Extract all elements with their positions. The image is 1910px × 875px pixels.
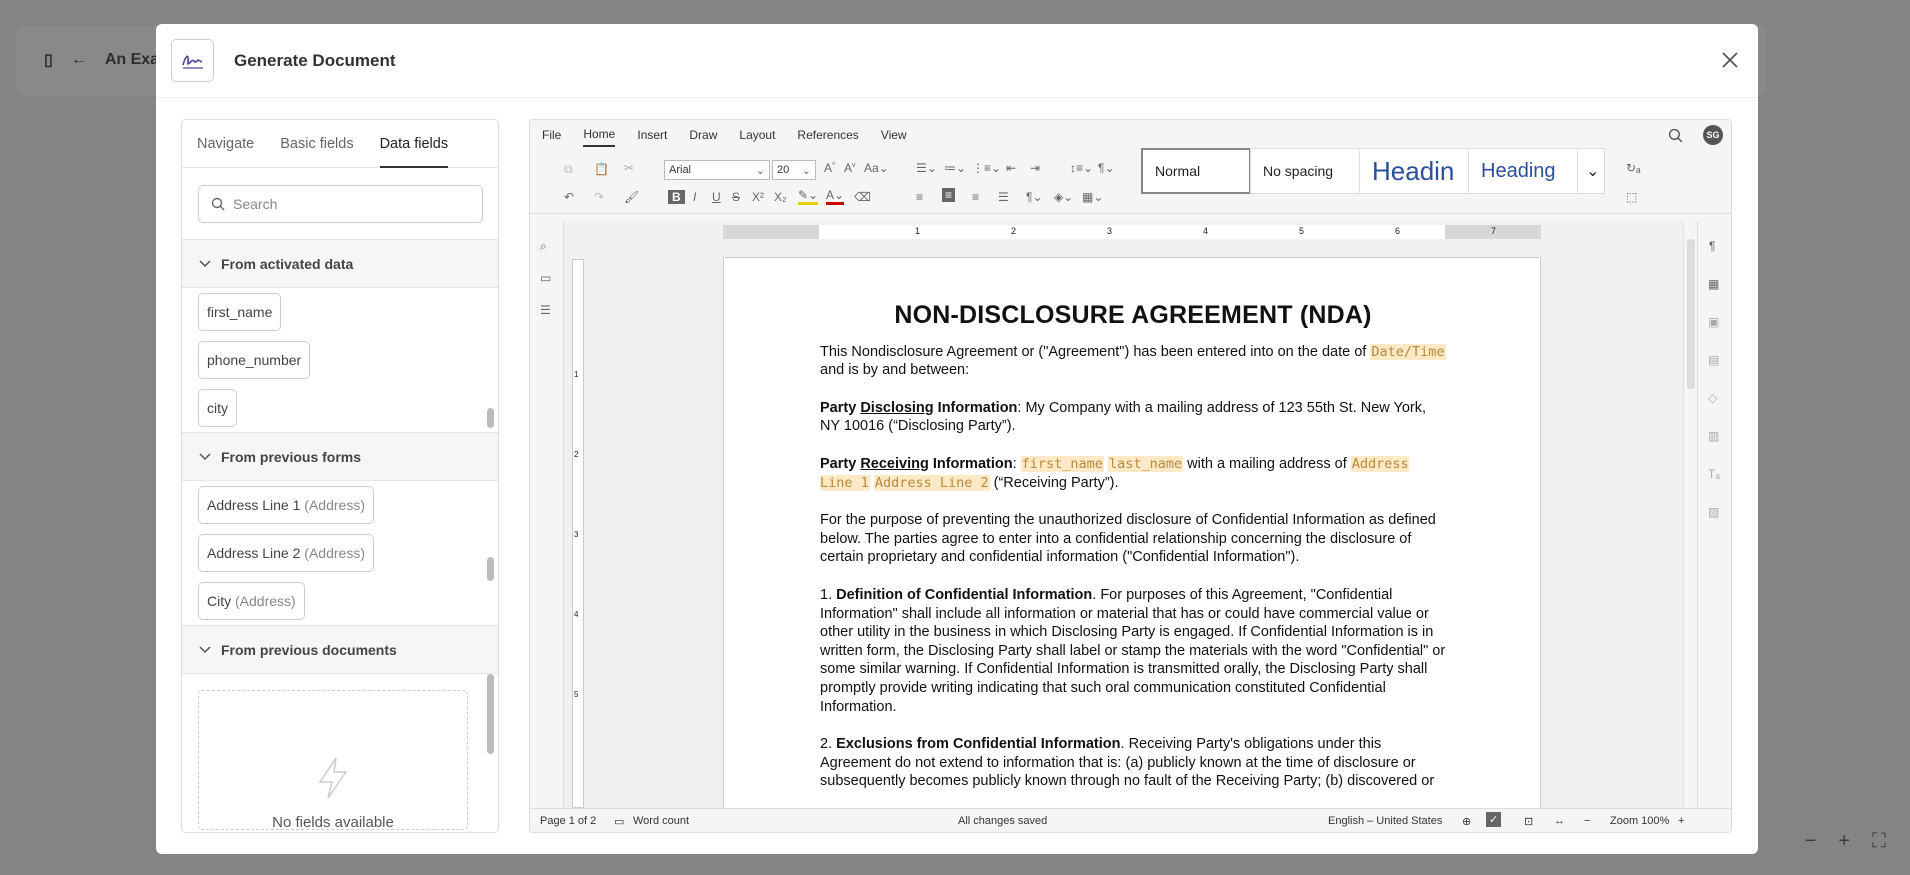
vruler-label: 4 (574, 610, 579, 619)
left-tool-strip (530, 221, 564, 808)
right-tool-strip (1697, 221, 1731, 808)
ruler-label: 5 (1299, 226, 1305, 236)
shading-icon[interactable]: ◈⌄ (1054, 190, 1074, 204)
shrink-font-icon[interactable]: $A^v$ (844, 161, 856, 175)
clear-format-icon[interactable]: ⌫ (854, 190, 871, 204)
status-bar (530, 808, 1731, 832)
copy-icon[interactable]: ⧉ (564, 162, 573, 176)
zoom-out-icon[interactable]: − (1584, 815, 1591, 827)
heading: Exclusions from Confidential Information (836, 736, 1121, 753)
menu-insert[interactable]: Insert (637, 128, 668, 142)
field-chip-address-line-2[interactable] (198, 534, 374, 572)
paragraph-disclosing-party (820, 399, 1446, 436)
superscript-icon[interactable]: X² (752, 190, 764, 204)
ruler-text-area (819, 225, 1445, 239)
section-title: From previous forms (221, 448, 362, 465)
style-no-spacing[interactable]: No spacing (1250, 148, 1360, 194)
ruler-label: 3 (1107, 226, 1113, 236)
cut-icon[interactable]: ✂ (624, 161, 635, 175)
home-ribbon (530, 150, 1731, 214)
headings-icon[interactable]: ☰ (540, 303, 551, 317)
label: Party Receiving Information (820, 455, 1013, 472)
chevron-down-icon (199, 260, 211, 268)
chart-icon[interactable]: ▥ (1708, 429, 1720, 443)
undo-icon[interactable]: ↶ (564, 190, 575, 204)
menu-references[interactable]: References (797, 128, 859, 142)
tab-basic-fields[interactable]: Basic fields (280, 136, 354, 152)
zoom-in-icon[interactable]: + (1678, 815, 1685, 827)
close-icon[interactable] (1718, 48, 1742, 72)
signature-logo-icon (171, 39, 214, 82)
chip-label: Address Line 1 (207, 497, 301, 513)
search-wrapper (182, 168, 498, 240)
field-chip-city-address[interactable] (198, 582, 305, 620)
multilevel-list-icon[interactable]: ⋮≡⌄ (972, 161, 1002, 175)
text: with a mailing address of (1183, 455, 1351, 472)
styles-expand-icon[interactable]: ⌄ (1577, 148, 1605, 194)
change-case-icon[interactable]: Aa⌄ (864, 161, 889, 175)
language-select[interactable]: English – United States (1328, 815, 1443, 827)
image-icon[interactable]: ▣ (1708, 315, 1720, 329)
scrollbar[interactable] (487, 408, 494, 428)
fit-width-icon[interactable]: ↔ (1554, 815, 1565, 827)
tab-navigate[interactable]: Navigate (197, 136, 255, 152)
decrease-indent-icon[interactable]: ⇤ (1006, 161, 1017, 175)
header-footer-icon[interactable]: ▤ (1708, 353, 1720, 367)
align-left-icon[interactable]: ≡ (916, 190, 924, 204)
search-box (198, 185, 483, 223)
section-title: From activated data (221, 255, 354, 272)
table-icon[interactable]: ▦ (1708, 277, 1720, 291)
ruler-label: 4 (1203, 226, 1209, 236)
ruler-label: 6 (1395, 226, 1401, 236)
style-normal[interactable]: Normal (1141, 148, 1251, 194)
vruler-label: 2 (574, 450, 579, 459)
paragraph-spacing-icon[interactable]: ¶⌄ (1098, 161, 1115, 175)
text: (“Receiving Party”). (989, 474, 1119, 491)
section-previous-documents-header[interactable] (182, 626, 498, 674)
scrollbar[interactable] (487, 674, 494, 754)
search-input[interactable] (233, 196, 473, 212)
text: . For purposes of this Agreement, "Confidential Information" shall include all information or material that has or could have commercial value or other utility in the business in which Disclosing Party is engaged. If Confidential Information is in written form, the Disclosing Party shall label or stamp the materials with the word "Confidential" or some similar warning. If Confidential Information is transmitted orally, the Disclosing Party shall promptly provide writing indicating that such oral communication constituted Confidential Information. (820, 586, 1446, 715)
vruler-label: 1 (574, 370, 579, 379)
text-art-icon[interactable]: Tₐ (1708, 467, 1720, 481)
comments-icon[interactable]: ▭ (540, 271, 552, 285)
lightning-icon (316, 756, 350, 800)
chip-source: (Address) (304, 545, 365, 561)
page-count: Page 1 of 2 (540, 815, 597, 827)
align-right-icon[interactable]: ≡ (972, 190, 980, 204)
document-editor (529, 119, 1732, 833)
document-content[interactable] (820, 301, 1446, 810)
form-icon[interactable]: ▨ (1708, 505, 1720, 519)
paragraph-exclusions: 2. Exclusions from Confidential Information. Receiving Party's obligations under this Agreement do not extend to information that is: (a) publicly known at the time of disclosure or subsequently becomes publicly known through no fault of the Receiving Party; (b) discovered or (820, 736, 1435, 790)
field-chip-first-name[interactable]: first_name (198, 293, 281, 331)
grow-font-icon[interactable]: A^ (824, 161, 836, 175)
paragraph-marks-icon[interactable]: ¶ (1709, 239, 1716, 253)
field-first-name[interactable]: first_name (1021, 455, 1103, 472)
select-icon[interactable]: ⬚ (1626, 190, 1638, 204)
paragraph-intro (820, 343, 1446, 380)
chevron-down-icon (199, 646, 211, 654)
section-title: From previous documents (221, 641, 397, 658)
search-icon[interactable] (1668, 128, 1683, 143)
word-count-label[interactable]: Word count (633, 815, 690, 827)
italic-icon[interactable]: I (693, 190, 697, 204)
bold-icon[interactable]: B (668, 190, 685, 204)
font-family-select[interactable]: Arial ⌄ (664, 160, 770, 180)
field-chip-phone-number[interactable]: phone_number (198, 341, 310, 379)
strikethrough-icon[interactable]: S (732, 190, 741, 204)
borders-icon[interactable]: ▦⌄ (1082, 190, 1104, 204)
font-name-value: Arial (669, 164, 692, 176)
field-last-name[interactable]: last_name (1108, 455, 1183, 472)
section-previous-forms-body (182, 481, 498, 626)
chip-source: (Address) (304, 497, 365, 513)
menu-home[interactable]: Home (583, 123, 615, 147)
horizontal-ruler (723, 225, 1541, 239)
redo-icon[interactable]: ↷ (594, 190, 605, 204)
modal-title: Generate Document (234, 50, 396, 70)
avatar[interactable]: SG (1703, 125, 1723, 145)
text: and is by and between: (820, 362, 970, 379)
label: Party Disclosing Information (820, 399, 1018, 416)
text: : My Company with a mailing address of 123 55th St. New York, NY 10016 (“Disclosing Party”). (820, 399, 1427, 435)
field-date-time[interactable]: Date/Time (1371, 343, 1445, 360)
section-activated-data-body (182, 288, 498, 433)
menubar-right (1668, 125, 1723, 145)
editor-menubar (530, 120, 1731, 150)
menu-view[interactable]: View (880, 128, 907, 142)
paragraph-purpose: For the purpose of preventing the unauthorized disclosure of Confidential Information as defined below. The parties agree to enter into a confidential relationship concerning the disclosure of certain proprietary and confidential information ("Confidential Information"). (820, 512, 1436, 566)
save-status: All changes saved (958, 815, 1048, 827)
section-previous-forms-header[interactable] (182, 433, 498, 481)
paragraph-receiving-party: Party Receiving Information: first_name last_name with a mailing address of Address Line 1 Address Line 2 (“Receiving Party”). (820, 455, 1409, 491)
text: This Nondisclosure Agreement or ("Agreement") has been entered into on the date of (820, 343, 1371, 360)
font-size-value: 20 (777, 164, 790, 176)
chevron-down-icon (199, 453, 211, 461)
ruler-label: 7 (1491, 226, 1497, 236)
menu-layout[interactable]: Layout (739, 128, 776, 142)
section-activated-data-header[interactable] (182, 240, 498, 288)
increase-indent-icon[interactable]: ⇥ (1030, 161, 1041, 175)
field-address-line-2[interactable]: Address Line 2 (874, 474, 989, 491)
font-color-icon[interactable]: A⌄ (826, 188, 844, 205)
editor-workspace (530, 221, 1731, 808)
document-page[interactable] (723, 257, 1541, 817)
menu-draw[interactable]: Draw (689, 128, 718, 142)
chip-label: City (207, 593, 232, 609)
line-spacing-icon[interactable]: ↕≡⌄ (1070, 161, 1094, 175)
font-size-select[interactable]: 20 ⌄ (772, 160, 816, 180)
menu-file[interactable]: File (542, 128, 562, 142)
style-heading-1[interactable]: Headin (1359, 148, 1469, 194)
shape-icon[interactable]: ◇ (1708, 391, 1718, 405)
field-chip-city[interactable]: city (198, 389, 237, 427)
text-direction-icon[interactable]: ¶⌄ (1026, 190, 1043, 204)
ruler-label: 1 (915, 226, 921, 236)
language-icon[interactable]: ⊕ (1462, 816, 1472, 828)
field-address-line-1[interactable]: Address Line 1 (820, 455, 1409, 491)
field-chip-address-line-1[interactable] (198, 486, 374, 524)
justify-icon[interactable]: ☰ (998, 190, 1009, 204)
style-gallery (1142, 148, 1605, 194)
chip-label: Address Line 2 (207, 545, 301, 561)
find-icon[interactable]: ⌕ (540, 239, 547, 253)
paragraph-definition: 1. Definition of Confidential Information. For purposes of this Agreement, "Confidential Information" shall include all information or material that has or could have commercial value or other utility in the business in which Disclosing Party is engaged. If Confidential Information is in written form, the Disclosing Party shall label or stamp the materials with the word "Confidential" or some similar warning. If Confidential Information is transmitted orally, the Disclosing Party shall promptly provide writing indicating that such oral communication constituted Confidential Information. (820, 586, 1446, 715)
generate-document-modal (156, 24, 1758, 854)
numbering-icon[interactable]: ≔⌄ (944, 161, 967, 175)
style-heading-2[interactable]: Heading (1468, 148, 1578, 194)
bullets-icon[interactable]: ☰⌄ (916, 161, 937, 175)
empty-state (198, 690, 468, 830)
ruler-label: 2 (1011, 226, 1017, 236)
align-center-icon[interactable]: ≡ (942, 188, 955, 202)
vruler-label: 5 (574, 690, 579, 699)
paste-icon[interactable]: 📋 (594, 162, 609, 176)
fields-tabs (182, 120, 498, 168)
fields-panel (181, 119, 499, 833)
heading: Definition of Confidential Information (836, 586, 1093, 603)
word-count-icon[interactable]: ▭ (614, 816, 625, 828)
fit-page-icon[interactable]: ⊡ (1524, 816, 1534, 828)
spellcheck-icon[interactable]: ✓ (1486, 812, 1501, 827)
replace-icon[interactable]: ↻ₐ (1626, 161, 1641, 175)
scrollbar[interactable] (487, 557, 494, 581)
document-title: NON-DISCLOSURE AGREEMENT (NDA) (894, 301, 1372, 329)
modal-header (156, 24, 1758, 98)
vruler-label: 3 (574, 530, 579, 539)
vertical-scrollbar[interactable] (1683, 221, 1697, 808)
vertical-ruler (572, 259, 584, 808)
tab-data-fields[interactable]: Data fields (380, 120, 449, 167)
subscript-icon[interactable]: X₂ (774, 190, 787, 204)
highlight-icon[interactable]: ✎⌄ (798, 188, 818, 205)
section-previous-documents-body (182, 674, 498, 833)
format-painter-icon[interactable]: 🖌 (624, 190, 640, 204)
search-icon (211, 197, 225, 211)
empty-state-text: No fields available (272, 814, 394, 831)
zoom-level[interactable]: Zoom 100% (1610, 815, 1670, 827)
chip-source: (Address) (235, 593, 296, 609)
scroll-thumb[interactable] (1687, 239, 1695, 389)
underline-icon[interactable]: U (712, 190, 721, 204)
text: . Receiving Party's obligations under this Agreement do not extend to information that is: (a) publicly known at the time of disclosure or subsequently becomes publicly known through no fault of the Receiving Party; (b) discovered or (820, 736, 1435, 790)
